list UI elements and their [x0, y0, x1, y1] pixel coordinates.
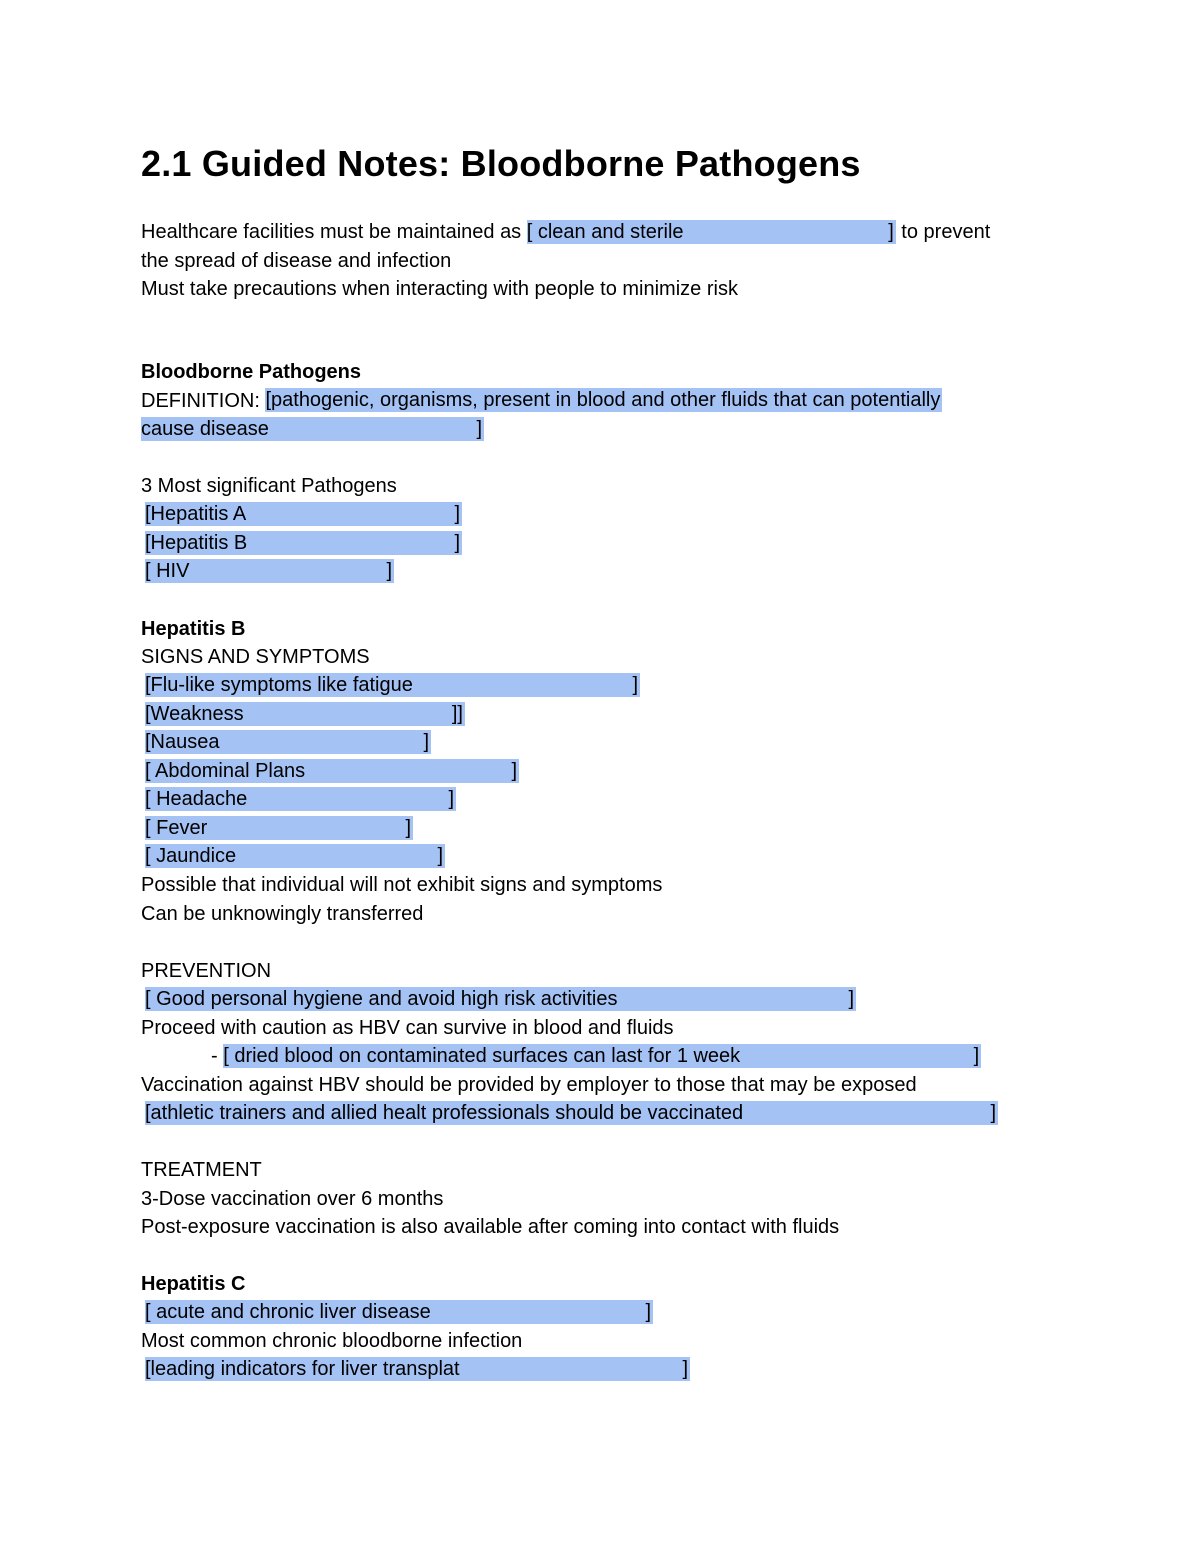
symptom-highlight: [ Headache ]	[145, 788, 454, 811]
hepatitis-b-heading: Hepatitis B	[141, 617, 246, 640]
symptom-item	[141, 843, 1061, 872]
treatment-line-2: Post-exposure vaccination is also available after coming into contact with fluids	[141, 1216, 840, 1238]
hep-c-item	[141, 1356, 1061, 1385]
athletic-highlight: [athletic trainers and allied healt professionals should be vaccinated ]	[145, 1101, 996, 1124]
symptom-item	[141, 786, 1061, 815]
treatment-line-1: 3-Dose vaccination over 6 months	[141, 1187, 444, 1210]
definition-line-1	[141, 387, 1061, 416]
intro-text-pre: Healthcare facilities must be maintained as	[141, 221, 527, 243]
dried-blood-item	[141, 1042, 1061, 1071]
caution-line: Proceed with caution as HBV can survive in blood and fluids	[141, 1016, 674, 1039]
definition-highlight-1: [pathogenic, organisms, present in blood and other fluids that can potentially	[265, 389, 941, 412]
prevention-label: PREVENTION	[141, 959, 272, 982]
intro-line-1	[141, 218, 1061, 247]
definition-label: DEFINITION:	[141, 389, 266, 412]
symptom-highlight: [ Jaundice ]	[145, 845, 443, 868]
definition-line-2	[141, 415, 1061, 444]
symptom-highlight: [Weakness ]]	[145, 702, 463, 725]
intro-line-3: Must take precautions when interacting with people to minimize risk	[141, 278, 738, 300]
symptom-highlight: [Flu-like symptoms like fatigue ]	[145, 674, 638, 697]
hep-c-note: Most common chronic bloodborne infection	[141, 1330, 523, 1352]
page-title: 2.1 Guided Notes: Bloodborne Pathogens	[141, 143, 861, 184]
symptom-highlight: [Nausea ]	[145, 731, 429, 754]
pathogen-highlight: [Hepatitis A ]	[145, 503, 460, 526]
pathogen-item	[141, 558, 1061, 587]
symptom-item	[141, 700, 1061, 729]
pathogen-highlight: [ HIV ]	[145, 560, 392, 583]
prevention-highlight: [ Good personal hygiene and avoid high risk activities ]	[145, 987, 854, 1010]
signs-label: SIGNS AND SYMPTOMS	[141, 646, 370, 668]
pathogen-highlight: [Hepatitis B ]	[145, 531, 460, 554]
hep-b-note-1: Possible that individual will not exhibit signs and symptoms	[141, 874, 663, 896]
most-significant-label: 3 Most significant Pathogens	[141, 475, 397, 497]
symptom-item	[141, 729, 1061, 758]
hep-c-item	[141, 1299, 1061, 1328]
symptom-highlight: [ Fever ]	[145, 816, 411, 839]
hep-c-highlight: [ acute and chronic liver disease ]	[145, 1301, 651, 1324]
treatment-label: TREATMENT	[141, 1159, 262, 1181]
dried-blood-highlight: [ dried blood on contaminated surfaces can last for 1 week ]	[223, 1044, 980, 1067]
athletic-item	[141, 1099, 1061, 1128]
intro-line-2: the spread of disease and infection	[141, 249, 452, 272]
intro-blank-highlight: [ clean and sterile ]	[526, 220, 894, 243]
document-body	[141, 138, 1061, 1384]
hep-c-highlight: [leading indicators for liver transplat ]	[145, 1358, 688, 1381]
symptom-item	[141, 757, 1061, 786]
dash-bullet: -	[211, 1045, 224, 1067]
symptom-item	[141, 672, 1061, 701]
prevention-item	[141, 985, 1061, 1014]
bloodborne-heading: Bloodborne Pathogens	[141, 361, 361, 383]
hepatitis-c-heading: Hepatitis C	[141, 1273, 246, 1295]
intro-text-post: to prevent	[895, 221, 991, 243]
definition-highlight-2: cause disease ]	[141, 417, 482, 440]
symptom-item	[141, 814, 1061, 843]
pathogen-item	[141, 501, 1061, 530]
pathogen-item	[141, 529, 1061, 558]
hep-b-note-2: Can be unknowingly transferred	[141, 902, 424, 925]
symptom-highlight: [ Abdominal Plans ]	[145, 759, 517, 782]
vaccination-line: Vaccination against HBV should be provided by employer to those that may be exposed	[141, 1073, 917, 1096]
